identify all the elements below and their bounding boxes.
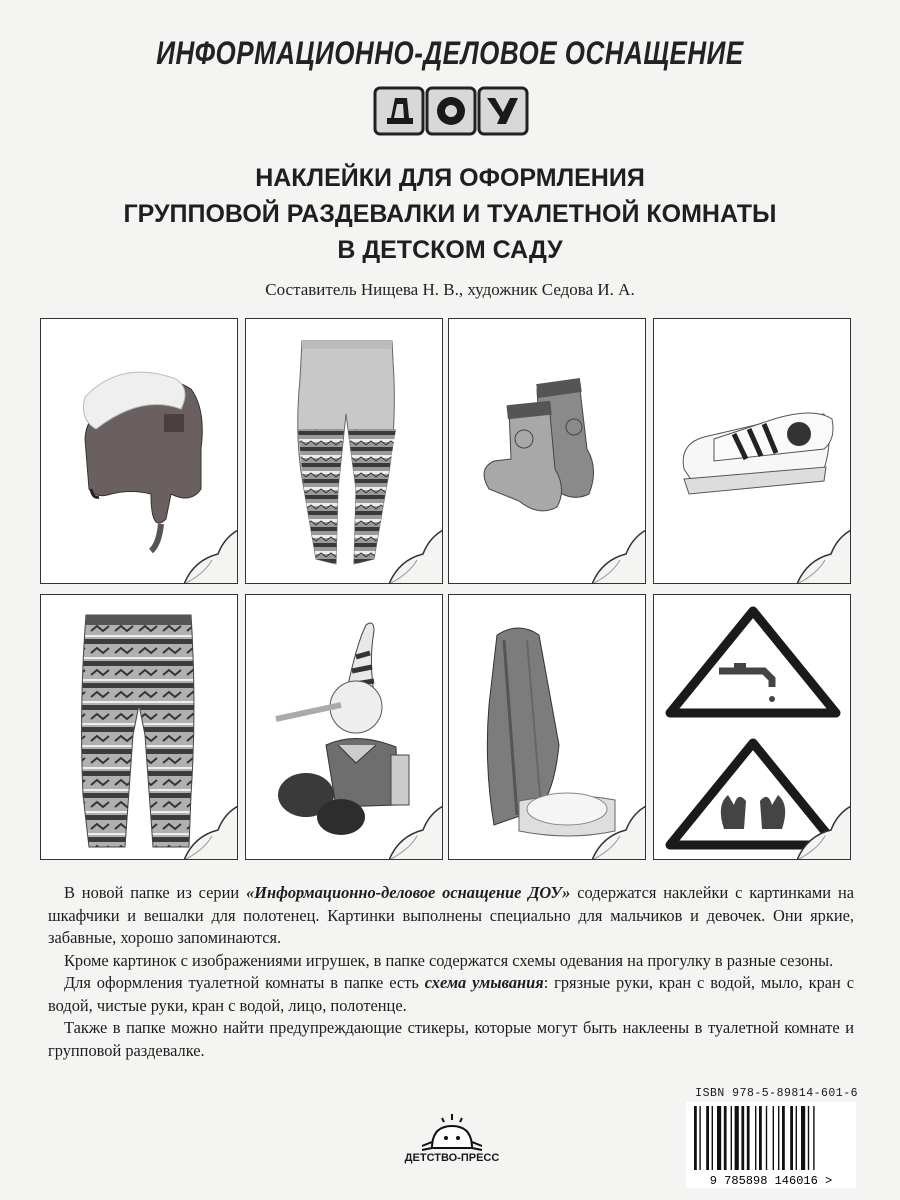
series-name: «Информационно-деловое оснащение ДОУ» [246,883,571,902]
sticker-card-socks [448,318,646,584]
title-line-3: В ДЕТСКОМ САДУ [337,236,563,264]
description-paragraph-3: Для оформления туалетной комнаты в папке есть схема умывания: грязные руки, кран с водой, мыло, кран с водой, чистые руки, кран с водой, лицо, полотенце. [48,973,854,1015]
page-curl-icon [184,530,238,584]
description [48,882,854,1062]
washing-scheme: схема умывания [424,973,544,992]
dou-logo [373,84,529,138]
page-curl-icon [797,530,851,584]
page-title [0,160,900,268]
title-line-1: НАКЛЕЙКИ ДЛЯ ОФОРМЛЕНИЯ [255,164,645,192]
description-paragraph-1: В новой папке из серии «Информационно-деловое оснащение ДОУ» содержатся наклейки с картинками на шкафчики и вешалки для полотенец. Картинки выполнены специально для мальчиков и девочек. Они яркие, забавные, хорошо запоминаются. [48,883,854,947]
description-paragraph-4: Также в папке можно найти предупреждающие стикеры, которые могут быть наклеены в туалетной комнате и групповой раздевалке. [48,1018,854,1060]
publisher-name: ДЕТСТВО-ПРЕСС [404,1152,500,1164]
sticker-card-tights [245,318,443,584]
isbn: ISBN 978-5-89814-601-6 [695,1087,858,1100]
description-paragraph-2: Кроме картинок с изображениями игрушек, в папке содержатся схемы одевания на прогулку в разные сезоны. [64,950,834,970]
barcode-digits: 9 785898 146016 > [709,1174,833,1188]
series-title: ИНФОРМАЦИОННО-ДЕЛОВОЕ ОСНАЩЕНИЕ [156,34,744,72]
publisher-logo [392,1108,512,1178]
page-curl-icon [592,530,646,584]
page-curl-icon [389,530,443,584]
page-curl-icon [592,806,646,860]
sticker-card-warning-signs [653,594,851,860]
page-curl-icon [184,806,238,860]
sticker-card-sneakers [653,318,851,584]
page-curl-icon [389,806,443,860]
sticker-card-hat [40,318,238,584]
authors: Составитель Нищева Н. В., художник Седова И. А. [265,280,635,299]
barcode [686,1102,856,1188]
page-curl-icon [797,806,851,860]
title-line-2: ГРУППОВОЙ РАЗДЕВАЛКИ И ТУАЛЕТНОЙ КОМНАТЫ [123,200,777,228]
sticker-card-towel [448,594,646,860]
sticker-card-pants [40,594,238,860]
sticker-card-pinocchio [245,594,443,860]
